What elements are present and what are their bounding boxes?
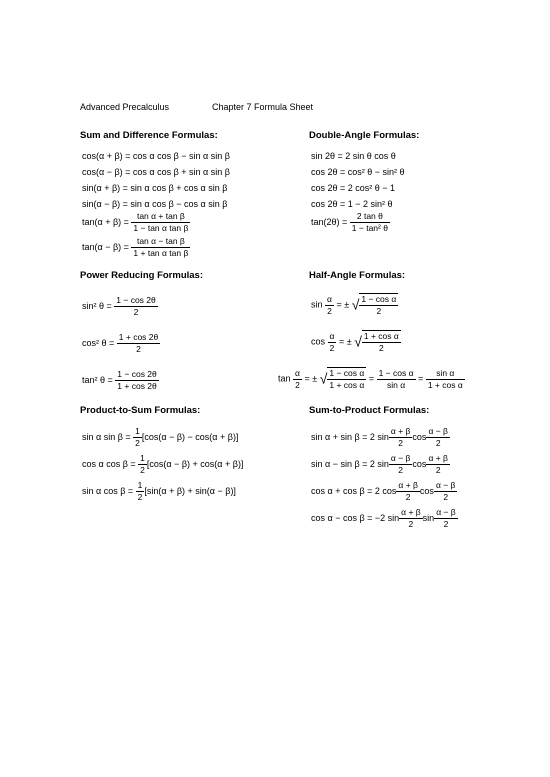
radicand bbox=[362, 330, 401, 354]
fraction bbox=[115, 369, 158, 392]
denominator: 1 + cos 2θ bbox=[117, 381, 157, 391]
one-half bbox=[133, 426, 142, 449]
numerator: 1 + cos α bbox=[363, 331, 399, 341]
numerator: 1 − cos 2θ bbox=[116, 295, 156, 305]
denominator: 2 bbox=[435, 465, 441, 475]
lhs: sin α sin β = bbox=[82, 431, 131, 442]
denominator: 1 + tan α tan β bbox=[133, 248, 189, 258]
denominator: 2 bbox=[133, 307, 139, 317]
lhs: cos² θ = bbox=[82, 337, 115, 348]
lhs: sin α cos β = bbox=[82, 485, 134, 496]
fraction bbox=[131, 236, 190, 259]
formula-sin-sin bbox=[82, 426, 238, 449]
fraction bbox=[359, 294, 398, 317]
numerator: α − β bbox=[390, 453, 411, 463]
one-half bbox=[138, 453, 147, 476]
denominator: 2 bbox=[295, 379, 300, 390]
equals-plus-minus: = ± bbox=[336, 299, 350, 310]
numerator: α + β bbox=[428, 453, 448, 463]
fraction bbox=[114, 295, 157, 318]
denominator: 2 bbox=[443, 492, 449, 502]
formula-cos-double-2: cos 2θ = 2 cos² θ − 1 bbox=[311, 183, 396, 193]
formula-sin-half bbox=[311, 293, 398, 317]
angle-fraction bbox=[293, 368, 302, 391]
section-power-reducing: Power Reducing Formulas: bbox=[80, 270, 203, 281]
fraction-2 bbox=[434, 480, 458, 503]
numerator: 1 − cos α bbox=[361, 294, 397, 304]
fraction-2 bbox=[434, 507, 458, 530]
numerator: α bbox=[329, 330, 335, 341]
formula-tan-half bbox=[278, 367, 465, 391]
denominator: 1 − tan² θ bbox=[351, 223, 388, 233]
fraction-1 bbox=[399, 507, 423, 530]
formula-sin-squared bbox=[82, 295, 158, 318]
rhs: [sin(α + β) + sin(α − β)] bbox=[144, 485, 236, 496]
square-root bbox=[320, 367, 367, 391]
middle-function: cos bbox=[412, 431, 427, 442]
radical-sign: √ bbox=[351, 296, 360, 313]
denominator: 2 bbox=[376, 306, 382, 316]
numerator: α − β bbox=[428, 426, 448, 436]
formula-cos-sum: cos(α + β) = cos α cos β − sin α sin β bbox=[82, 151, 230, 161]
numerator: 1 − cos α bbox=[329, 368, 365, 378]
numerator: α − β bbox=[435, 480, 456, 490]
middle-function: cos bbox=[419, 485, 434, 496]
angle-fraction bbox=[328, 331, 337, 354]
formula-cos-plus-cos bbox=[311, 480, 457, 503]
numerator: α bbox=[295, 367, 300, 378]
rhs: [cos(α − β) + cos(α + β)] bbox=[146, 458, 244, 469]
numerator: 1 + cos 2θ bbox=[118, 332, 159, 342]
numerator: 1 bbox=[137, 480, 143, 490]
formula-tan-sum bbox=[82, 211, 190, 234]
lhs: tan(2θ) = bbox=[311, 216, 348, 227]
equals-plus-minus: = ± bbox=[338, 336, 352, 347]
denominator: 2 bbox=[136, 344, 141, 354]
formula-sin-plus-sin bbox=[311, 426, 450, 449]
numerator: tan α + tan β bbox=[131, 211, 190, 223]
section-sum-to-product: Sum-to-Product Formulas: bbox=[309, 405, 430, 416]
denominator: 2 bbox=[435, 438, 441, 448]
formula-cos-squared bbox=[82, 332, 160, 355]
numerator: tan α − tan β bbox=[131, 236, 190, 248]
equals: = bbox=[368, 373, 375, 384]
formula-tan-double bbox=[311, 211, 390, 234]
numerator: 1 bbox=[140, 453, 145, 463]
lhs: cos α cos β = bbox=[82, 458, 136, 469]
lhs: sin α + sin β = 2 sin bbox=[311, 431, 389, 442]
numerator: α + β bbox=[398, 480, 418, 490]
angle-fraction bbox=[325, 294, 334, 317]
denominator: 2 bbox=[398, 438, 404, 448]
denominator: 2 bbox=[378, 343, 384, 353]
formula-cos-double-3: cos 2θ = 1 − 2 sin² θ bbox=[311, 199, 393, 209]
chapter-title: Chapter 7 Formula Sheet bbox=[212, 102, 314, 112]
radicand bbox=[359, 293, 398, 317]
numerator: α bbox=[327, 293, 332, 304]
fraction-2 bbox=[426, 453, 450, 476]
radical-sign: √ bbox=[319, 370, 328, 387]
lhs: tan(α + β) = bbox=[82, 216, 129, 227]
denominator: 2 bbox=[443, 519, 449, 529]
function-name: cos bbox=[311, 336, 326, 347]
fraction bbox=[362, 331, 401, 354]
denominator: sin α bbox=[386, 379, 406, 390]
numerator: 1 − cos α bbox=[378, 367, 414, 378]
formula-sin-diff: sin(α − β) = sin α cos β − cos α sin β bbox=[82, 199, 228, 209]
formula-sin-double: sin 2θ = 2 sin θ cos θ bbox=[311, 151, 396, 161]
fraction bbox=[131, 211, 190, 234]
lhs: tan(α − β) = bbox=[82, 241, 129, 252]
square-root bbox=[354, 330, 401, 354]
denominator: 1 + cos α bbox=[427, 379, 463, 390]
equals-plus-minus: = ± bbox=[304, 373, 318, 384]
fraction bbox=[327, 368, 366, 391]
fraction bbox=[117, 332, 160, 355]
middle-function: sin bbox=[422, 512, 435, 523]
formula-sin-cos bbox=[82, 480, 236, 503]
section-product-to-sum: Product-to-Sum Formulas: bbox=[80, 405, 201, 416]
fraction-3 bbox=[426, 368, 465, 391]
lhs: cos α + cos β = 2 cos bbox=[311, 485, 397, 496]
numerator: 2 tan θ bbox=[350, 211, 390, 223]
formula-sin-minus-sin bbox=[311, 453, 450, 476]
numerator: 1 − cos 2θ bbox=[117, 369, 157, 379]
function-name: sin bbox=[311, 299, 323, 310]
fraction-1 bbox=[389, 426, 413, 449]
formula-cos-double-1: cos 2θ = cos² θ − sin² θ bbox=[311, 167, 405, 177]
section-half-angle: Half-Angle Formulas: bbox=[309, 270, 406, 281]
formula-tan-diff bbox=[82, 236, 190, 259]
fraction-1 bbox=[389, 453, 413, 476]
lhs: sin α − sin β = 2 sin bbox=[311, 458, 389, 469]
formula-cos-half bbox=[311, 330, 401, 354]
radical-sign: √ bbox=[354, 333, 362, 350]
denominator: 2 bbox=[329, 342, 335, 353]
fraction-2 bbox=[377, 368, 416, 391]
numerator: 1 bbox=[135, 426, 140, 436]
course-title: Advanced Precalculus bbox=[80, 102, 170, 112]
formula-cos-minus-cos bbox=[311, 507, 458, 530]
fraction bbox=[350, 211, 390, 234]
square-root bbox=[352, 293, 399, 317]
denominator: 2 bbox=[398, 465, 404, 475]
denominator: 2 bbox=[137, 492, 143, 502]
denominator: 2 bbox=[408, 519, 414, 529]
formula-sin-sum: sin(α + β) = sin α cos β + cos α sin β bbox=[82, 183, 228, 193]
denominator: 2 bbox=[140, 465, 145, 475]
formula-tan-squared bbox=[82, 369, 159, 392]
section-double-angle: Double-Angle Formulas: bbox=[309, 130, 420, 141]
denominator: 1 − tan α tan β bbox=[133, 223, 189, 233]
formula-cos-diff: cos(α − β) = cos α cos β + sin α sin β bbox=[82, 167, 230, 177]
numerator: α + β bbox=[390, 426, 411, 436]
lhs: sin² θ = bbox=[82, 300, 112, 311]
equals: = bbox=[418, 373, 424, 384]
lhs: cos α − cos β = −2 sin bbox=[311, 512, 400, 523]
denominator: 2 bbox=[135, 438, 140, 448]
radicand bbox=[327, 367, 366, 391]
numerator: α − β bbox=[436, 507, 456, 517]
rhs: [cos(α − β) − cos(α + β)] bbox=[141, 431, 239, 442]
fraction-1 bbox=[396, 480, 420, 503]
section-sum-difference: Sum and Difference Formulas: bbox=[80, 130, 218, 141]
denominator: 1 + cos α bbox=[329, 380, 365, 390]
lhs: tan² θ = bbox=[82, 374, 113, 385]
numerator: α + β bbox=[401, 507, 421, 517]
function-name: tan bbox=[278, 373, 291, 384]
fraction-2 bbox=[426, 426, 450, 449]
denominator: 2 bbox=[405, 492, 411, 502]
middle-function: cos bbox=[412, 458, 427, 469]
denominator: 2 bbox=[327, 305, 332, 316]
formula-cos-cos bbox=[82, 453, 243, 476]
numerator: sin α bbox=[426, 368, 465, 380]
